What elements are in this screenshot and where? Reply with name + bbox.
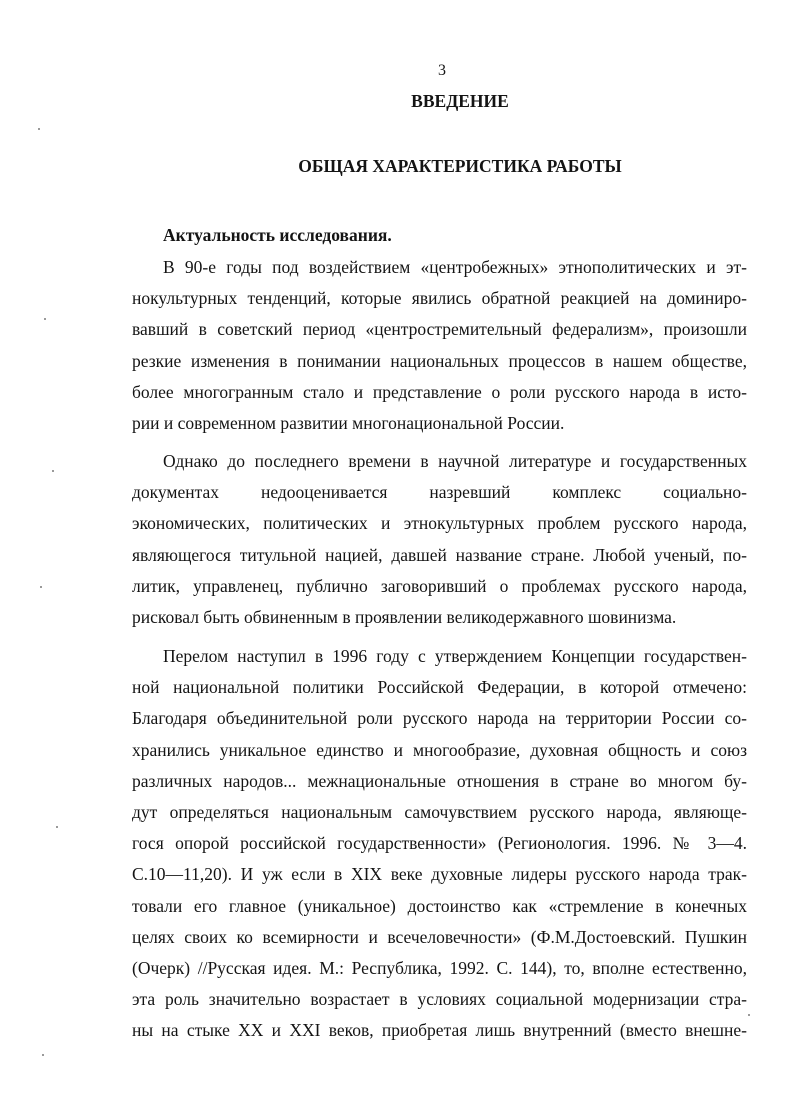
- paragraph-line: нокультурных тенденций, которые явились обратной реакцией на доминиро-: [132, 288, 747, 309]
- paragraph-line: Благодаря объединительной роли русского народа на территории России со-: [132, 708, 747, 729]
- paragraph-line: резкие изменения в понимании национальных процессов в нашем обществе,: [132, 350, 747, 371]
- paragraph-3: [132, 641, 747, 1046]
- paragraph-1: [132, 252, 747, 439]
- heading-general-characteristics: ОБЩАЯ ХАРАКТЕРИСТИКА РАБОТЫ: [298, 156, 622, 176]
- scan-speck: [38, 128, 40, 130]
- scan-speck: [748, 1014, 750, 1016]
- subheading-relevance: Актуальность исследования.: [163, 225, 392, 245]
- paragraph-line: ной национальной политики Российской Федерации, в которой отмечено:: [132, 677, 747, 698]
- paragraph-line: вавший в советский период «центростремительный федерализм», произошли: [132, 319, 747, 340]
- paragraph-line: целях своих ко всемирности и всечеловечности» (Ф.М.Достоевский. Пушкин: [132, 926, 747, 947]
- paragraph-line: рисковал быть обвиненным в проявлении великодержавного шовинизма.: [132, 606, 677, 627]
- paragraph-line: Перелом наступил в 1996 году с утверждением Концепции государствен-: [163, 646, 747, 666]
- paragraph-line: документах недооценивается назревший комплекс социально-: [132, 482, 747, 503]
- paragraph-line: С.10—11,20). И уж если в XIX веке духовные лидеры русского народа трак-: [132, 864, 747, 885]
- paragraph-line: гося опорой российской государственности» (Регионология. 1996. № 3—4.: [132, 833, 747, 854]
- paragraph-2: [132, 446, 747, 633]
- paragraph-line: экономических, политических и этнокультурных проблем русского народа,: [132, 513, 747, 534]
- scan-speck: [56, 826, 58, 828]
- paragraph-line: дут определяться национальным самочувствием русского народа, являюще-: [132, 801, 747, 822]
- paragraph-line: Однако до последнего времени в научной литературе и государственных: [163, 451, 747, 471]
- page-number: 3: [438, 62, 446, 79]
- paragraph-line: товали его главное (уникальное) достоинство как «стремление в конечных: [132, 895, 747, 916]
- paragraph-line: литик, управленец, публично заговоривший о проблемах русского народа,: [132, 575, 747, 596]
- paragraph-line: (Очерк) //Русская идея. М.: Республика, 1992. С. 144), то, вполне естественно,: [132, 957, 747, 978]
- scan-speck: [52, 470, 54, 472]
- scan-speck: [44, 318, 46, 320]
- paragraph-line: более многогранным стало и представление о роли русского народа в исто-: [132, 381, 747, 402]
- paragraph-line: эта роль значительно возрастает в условиях социальной модернизации стра-: [132, 989, 747, 1010]
- paragraph-line: ны на стыке XX и XXI веков, приобретая лишь внутренний (вместо внешне-: [132, 1020, 747, 1041]
- heading-introduction: ВВЕДЕНИЕ: [411, 91, 509, 111]
- scan-speck: [42, 1054, 44, 1056]
- paragraph-line: различных народов... межнациональные отношения в стране во многом бу-: [132, 770, 747, 791]
- paragraph-line: являющегося титульной нацией, давшей название стране. Любой ученый, по-: [132, 544, 747, 565]
- paragraph-line: хранились уникальное единство и многообразие, духовная общность и союз: [132, 739, 747, 760]
- scan-speck: [40, 586, 42, 588]
- paragraph-line: В 90-е годы под воздействием «центробежных» этнополитических и эт-: [163, 257, 747, 277]
- paragraph-line: рии и современном развитии многонациональной России.: [132, 412, 565, 433]
